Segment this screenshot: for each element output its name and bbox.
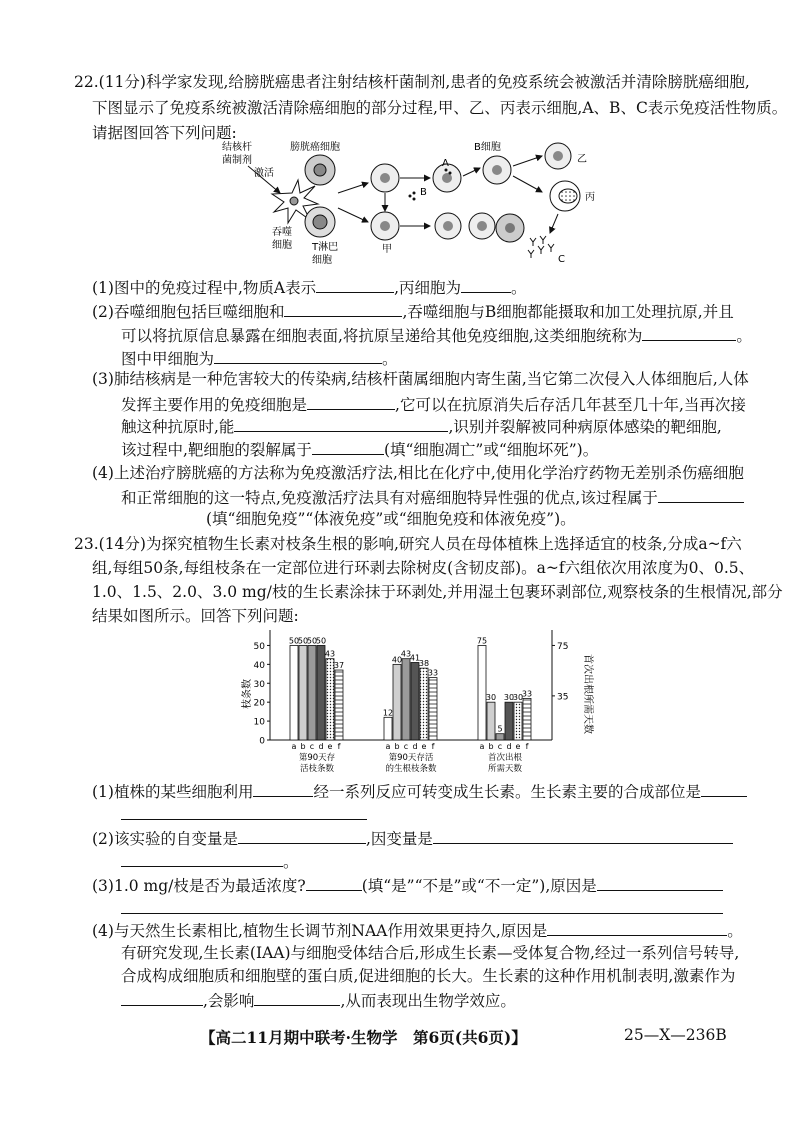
q23-s2-text-b: ,因变量是 [365, 830, 433, 848]
tb-label-1: 结核杆 [222, 142, 252, 153]
group-label-1: 第90天存 [298, 753, 336, 763]
bar-0-a [290, 645, 298, 740]
bar-value-label: 41 [409, 653, 421, 663]
right-axis-label: 首次出根所需天数 [582, 654, 593, 734]
q22-s1-text-a: (1)图中的免疫过程中,物质A表示 [92, 279, 317, 297]
q23-s3-blank-a[interactable] [306, 874, 362, 891]
bar-value-label: 75 [476, 636, 488, 646]
left-tick-label: 40 [253, 660, 265, 671]
bar-value-label: 50 [315, 636, 327, 646]
q22-s1-text-b: ,丙细胞为 [394, 279, 462, 297]
footer-title: 【高二11月期中联考·生物学 第6页(共6页)】 [200, 1028, 527, 1047]
bar-value-label: 30 [503, 693, 515, 703]
q22-s4-line2 [121, 486, 744, 508]
q22-s2-text-e: 图中甲细胞为 [121, 350, 215, 368]
bar-0-d [317, 645, 325, 740]
q23-s4-text-b: 。 [727, 922, 743, 940]
category-label: f [337, 742, 341, 751]
category-label: c [309, 742, 315, 751]
bar-2-f [523, 698, 531, 740]
bar-value-label: 40 [391, 655, 403, 665]
bar-value-label: 33 [521, 689, 533, 699]
category-label: a [385, 742, 391, 751]
q22-s3-blank-b[interactable] [234, 415, 448, 432]
bing-cell [550, 181, 580, 211]
q23-s4-blank-b[interactable] [121, 989, 203, 1006]
bar-2-d [505, 702, 513, 740]
bar-0-f [335, 670, 343, 740]
group-label-2: 活枝条数 [299, 764, 335, 774]
q22-s3-line4 [121, 438, 598, 460]
category-label: d [412, 742, 418, 751]
b-substance-label: B [420, 187, 427, 198]
bar-1-e [420, 668, 428, 740]
q23-s4-text-a: (4)与天然生长素相比,植物生长调节剂NAA作用效果更持久,原因是 [92, 922, 548, 940]
q23-s4-line4 [121, 989, 516, 1011]
t-cell-label-1: T淋巴 [312, 242, 339, 253]
left-tick-label: 20 [253, 698, 265, 709]
bar-value-label: 5 [497, 724, 503, 734]
q23-s3-text-b: (填“是”“不是”或“不一定”),原因是 [361, 877, 597, 895]
bar-0-c [308, 645, 316, 740]
q23-s2-blank-b[interactable] [433, 827, 733, 844]
yi-label: 乙 [577, 154, 587, 165]
effector-cell-2 [469, 213, 495, 239]
tb-label-2: 菌制剂 [222, 155, 252, 166]
bar-0-b [299, 645, 307, 740]
q22-s1-blank-a[interactable] [316, 276, 394, 293]
bar-2-c [496, 734, 504, 740]
q22-s4-line3: (填“细胞免疫”“体液免疫”或“细胞免疫和体液免疫”)。 [206, 510, 576, 528]
q22-s2-text-f: 。 [382, 350, 398, 368]
left-tick-label: 30 [253, 679, 265, 690]
q22-s3-text-d: 触这种抗原时,能 [121, 418, 235, 436]
jia-label: 甲 [382, 244, 392, 255]
q23-s4-text-f: ,从而表现出生物学效应。 [340, 992, 516, 1010]
q22-s3-text-f: 该过程中,靶细胞的裂解属于 [121, 441, 312, 459]
q22-s3-text-e: ,识别并裂解被同种病原体感染的靶细胞, [448, 418, 722, 436]
bar-value-label: 38 [418, 659, 430, 669]
q22-s4-text-b: 和正常细胞的这一特点,免疫激活疗法具有对癌细胞特异性强的优点,该过程属于 [121, 489, 658, 507]
q22-s3-line3 [121, 415, 722, 437]
category-label: b [394, 742, 400, 751]
right-tick-label: 75 [557, 641, 569, 652]
q22-s3-line2 [121, 393, 746, 415]
q22-s3-text-g: (填“细胞凋亡”或“细胞坏死”)。 [383, 441, 599, 459]
q22-s2-line3 [121, 347, 398, 369]
cancer-cell [305, 155, 335, 185]
q23-s1-line1 [92, 780, 747, 802]
bar-chart [230, 622, 610, 782]
q22-s3-line1: (3)肺结核病是一种危害较大的传染病,结核杆菌属细胞内寄生菌,当它第二次侵入人体细胞后,人体 [92, 370, 749, 388]
q22-s1 [92, 276, 527, 298]
bar-2-a [478, 645, 486, 740]
q22-s1-text-c: 。 [511, 279, 527, 297]
q23-s2-text-a: (2)该实验的自变量是 [92, 830, 238, 848]
bar-2-b [487, 702, 495, 740]
q22-s2-text-b: ,吞噬细胞与B细胞都能摄取和加工处理抗原,并且 [402, 303, 734, 321]
bar-1-c [402, 659, 410, 740]
q22-s2-line2 [121, 324, 752, 346]
q23-s4-text-e: ,会影响 [203, 992, 255, 1010]
left-tick-label: 50 [253, 641, 265, 652]
q22-s2-line1 [92, 300, 734, 322]
q22-s3-text-c: ,它可以在抗原消失后存活几年甚至几十年,当再次接 [395, 396, 746, 414]
category-label: a [291, 742, 297, 751]
footer-code: 25—X—236B [624, 1026, 727, 1044]
q23-s3-blank-c[interactable] [121, 897, 723, 914]
left-axis-label: 枝条数 [242, 679, 253, 709]
bar-1-a [384, 717, 392, 740]
q23-stem-line4: 结果如图所示。回答下列问题: [92, 607, 299, 625]
q23-stem-line3: 1.0、1.5、2.0、3.0 mg/枝的生长素涂抹于环剥处,并用湿土包裹环剥部位,观察枝条的生根情况,部分 [92, 583, 783, 601]
q23-s1-blank-b[interactable] [701, 780, 747, 797]
bar-1-f [429, 678, 437, 740]
bar-value-label: 33 [427, 668, 439, 678]
q22-s4-line1: (4)上述治疗膀胱癌的方法称为免疫激活疗法,相比在化疗中,使用化学治疗药物无差别杀伤癌细胞 [92, 464, 744, 482]
q22-s2-text-c: 可以将抗原信息暴露在细胞表面,将抗原呈递给其他免疫细胞,这类细胞统称为 [121, 327, 643, 345]
activated-cell-upper [371, 164, 399, 192]
bar-value-label: 50 [288, 636, 300, 646]
left-tick-label: 0 [259, 736, 265, 747]
q23-s3-blank-b[interactable] [597, 874, 723, 891]
bar-value-label: 43 [324, 649, 336, 659]
group-label-2: 所需天数 [487, 764, 523, 774]
q23-s4-blank-c[interactable] [254, 989, 340, 1006]
bar-value-label: 30 [512, 693, 524, 703]
bar-value-label: 37 [333, 661, 345, 671]
category-label: e [515, 742, 521, 751]
q22-stem-line3: 请据图回答下列问题: [92, 124, 237, 142]
q22-s2-text-d: 。 [736, 327, 752, 345]
b-cell [483, 156, 511, 184]
q23-s4-line2: 有研究发现,生长素(IAA)与细胞受体结合后,形成生长素—受体复合物,经过一系列信号转导, [121, 944, 740, 962]
q22-s1-blank-b[interactable] [461, 276, 511, 293]
group-label-2: 的生根枝条数 [385, 764, 437, 774]
q23-s2-blank-c[interactable] [121, 850, 283, 867]
a-substance-label: A [442, 158, 449, 169]
q23-s3-line2 [121, 897, 723, 919]
q23-s3-text-a: (3)1.0 mg/枝是否为最适浓度? [92, 877, 306, 895]
q22-s4-blank-a[interactable] [658, 486, 744, 503]
q23-s1-text-a: (1)植株的某些细胞利用 [92, 783, 254, 801]
t-cell [305, 207, 335, 237]
q22-s3-blank-a[interactable] [307, 393, 395, 410]
bar-value-label: 43 [400, 649, 412, 659]
category-label: f [525, 742, 529, 751]
category-label: c [403, 742, 409, 751]
category-label: c [497, 742, 503, 751]
immune-diagram [220, 138, 620, 268]
category-label: a [479, 742, 485, 751]
q23-s2-blank-a[interactable] [238, 827, 366, 844]
q22-s3-blank-c[interactable] [312, 438, 384, 455]
q22-s2-blank-a[interactable] [284, 300, 402, 317]
category-label: d [506, 742, 512, 751]
phagocyte-label-1: 吞噬 [272, 227, 292, 238]
bar-value-label: 30 [485, 693, 497, 703]
b-cell-label: B细胞 [474, 142, 501, 153]
category-label: b [488, 742, 494, 751]
category-label: b [300, 742, 306, 751]
q23-s1-blank-c[interactable] [121, 803, 367, 820]
category-label: d [318, 742, 324, 751]
bing-label: 丙 [585, 192, 595, 203]
q22-stem-line1: 22.(11分)科学家发现,给膀胱癌患者注射结核杆菌制剂,患者的免疫系统会被激活并清除膀胱癌细胞, [74, 73, 750, 91]
q23-s4-line1 [92, 919, 743, 941]
cancer-cell-label: 膀胱癌细胞 [290, 142, 340, 153]
group-label-1: 首次出根 [487, 753, 523, 763]
t-cell-label-2: 细胞 [312, 255, 332, 266]
q22-s2-blank-b[interactable] [642, 324, 736, 341]
effector-cell-1 [435, 213, 461, 239]
c-substance-label: C [558, 254, 565, 265]
left-tick-label: 10 [253, 717, 265, 728]
q23-s2-text-c: 。 [283, 853, 299, 871]
target-cancer-cell [496, 214, 524, 242]
category-label: e [327, 742, 333, 751]
bar-1-d [411, 662, 419, 740]
phagocyte-label-2: 细胞 [272, 240, 292, 251]
q23-s2-line1 [92, 827, 733, 849]
category-label: f [431, 742, 435, 751]
q23-stem-line1: 23.(14分)为探究植物生长素对枝条生根的影响,研究人员在母体植株上选择适宜的枝条,分成a~f六 [74, 535, 742, 553]
category-label: e [421, 742, 427, 751]
bar-2-e [514, 702, 522, 740]
q22-s2-blank-c[interactable] [214, 347, 382, 364]
q23-stem-line2: 组,每组50条,每组枝条在一定部位进行环剥去除树皮(含韧皮部)。a~f六组依次用浓度为0、0.5、 [92, 559, 755, 577]
bar-value-label: 50 [297, 636, 309, 646]
right-tick-label: 35 [557, 692, 569, 703]
activate-label: 激活 [254, 168, 274, 179]
antibody-icons [528, 236, 554, 258]
yi-cell [545, 143, 571, 169]
bar-1-b [393, 664, 401, 740]
q23-s4-blank-a[interactable] [547, 919, 727, 936]
q23-s1-line2 [121, 803, 367, 825]
q23-s1-blank-a[interactable] [253, 780, 313, 797]
q22-stem-line2: 下图显示了免疫系统被激活清除癌细胞的部分过程,甲、乙、丙表示细胞,A、B、C表示免疫活性物质。 [92, 99, 788, 117]
q23-s4-line3: 合成构成细胞质和细胞壁的蛋白质,促进细胞的长大。生长素的这种作用机制表明,激素作为 [121, 967, 736, 985]
bar-value-label: 12 [382, 708, 394, 718]
q22-s2-text-a: (2)吞噬细胞包括巨噬细胞和 [92, 303, 285, 321]
activated-cell-jia [371, 212, 399, 240]
q23-s3-line1 [92, 874, 723, 896]
bar-0-e [326, 659, 334, 740]
q23-s2-line2 [121, 850, 299, 872]
q23-s1-text-b: 经一系列反应可转变成生长素。生长素主要的合成部位是 [313, 783, 701, 801]
q22-s3-text-b: 发挥主要作用的免疫细胞是 [121, 396, 308, 414]
group-label-1: 第90天存活 [388, 753, 434, 763]
bar-value-label: 50 [306, 636, 318, 646]
